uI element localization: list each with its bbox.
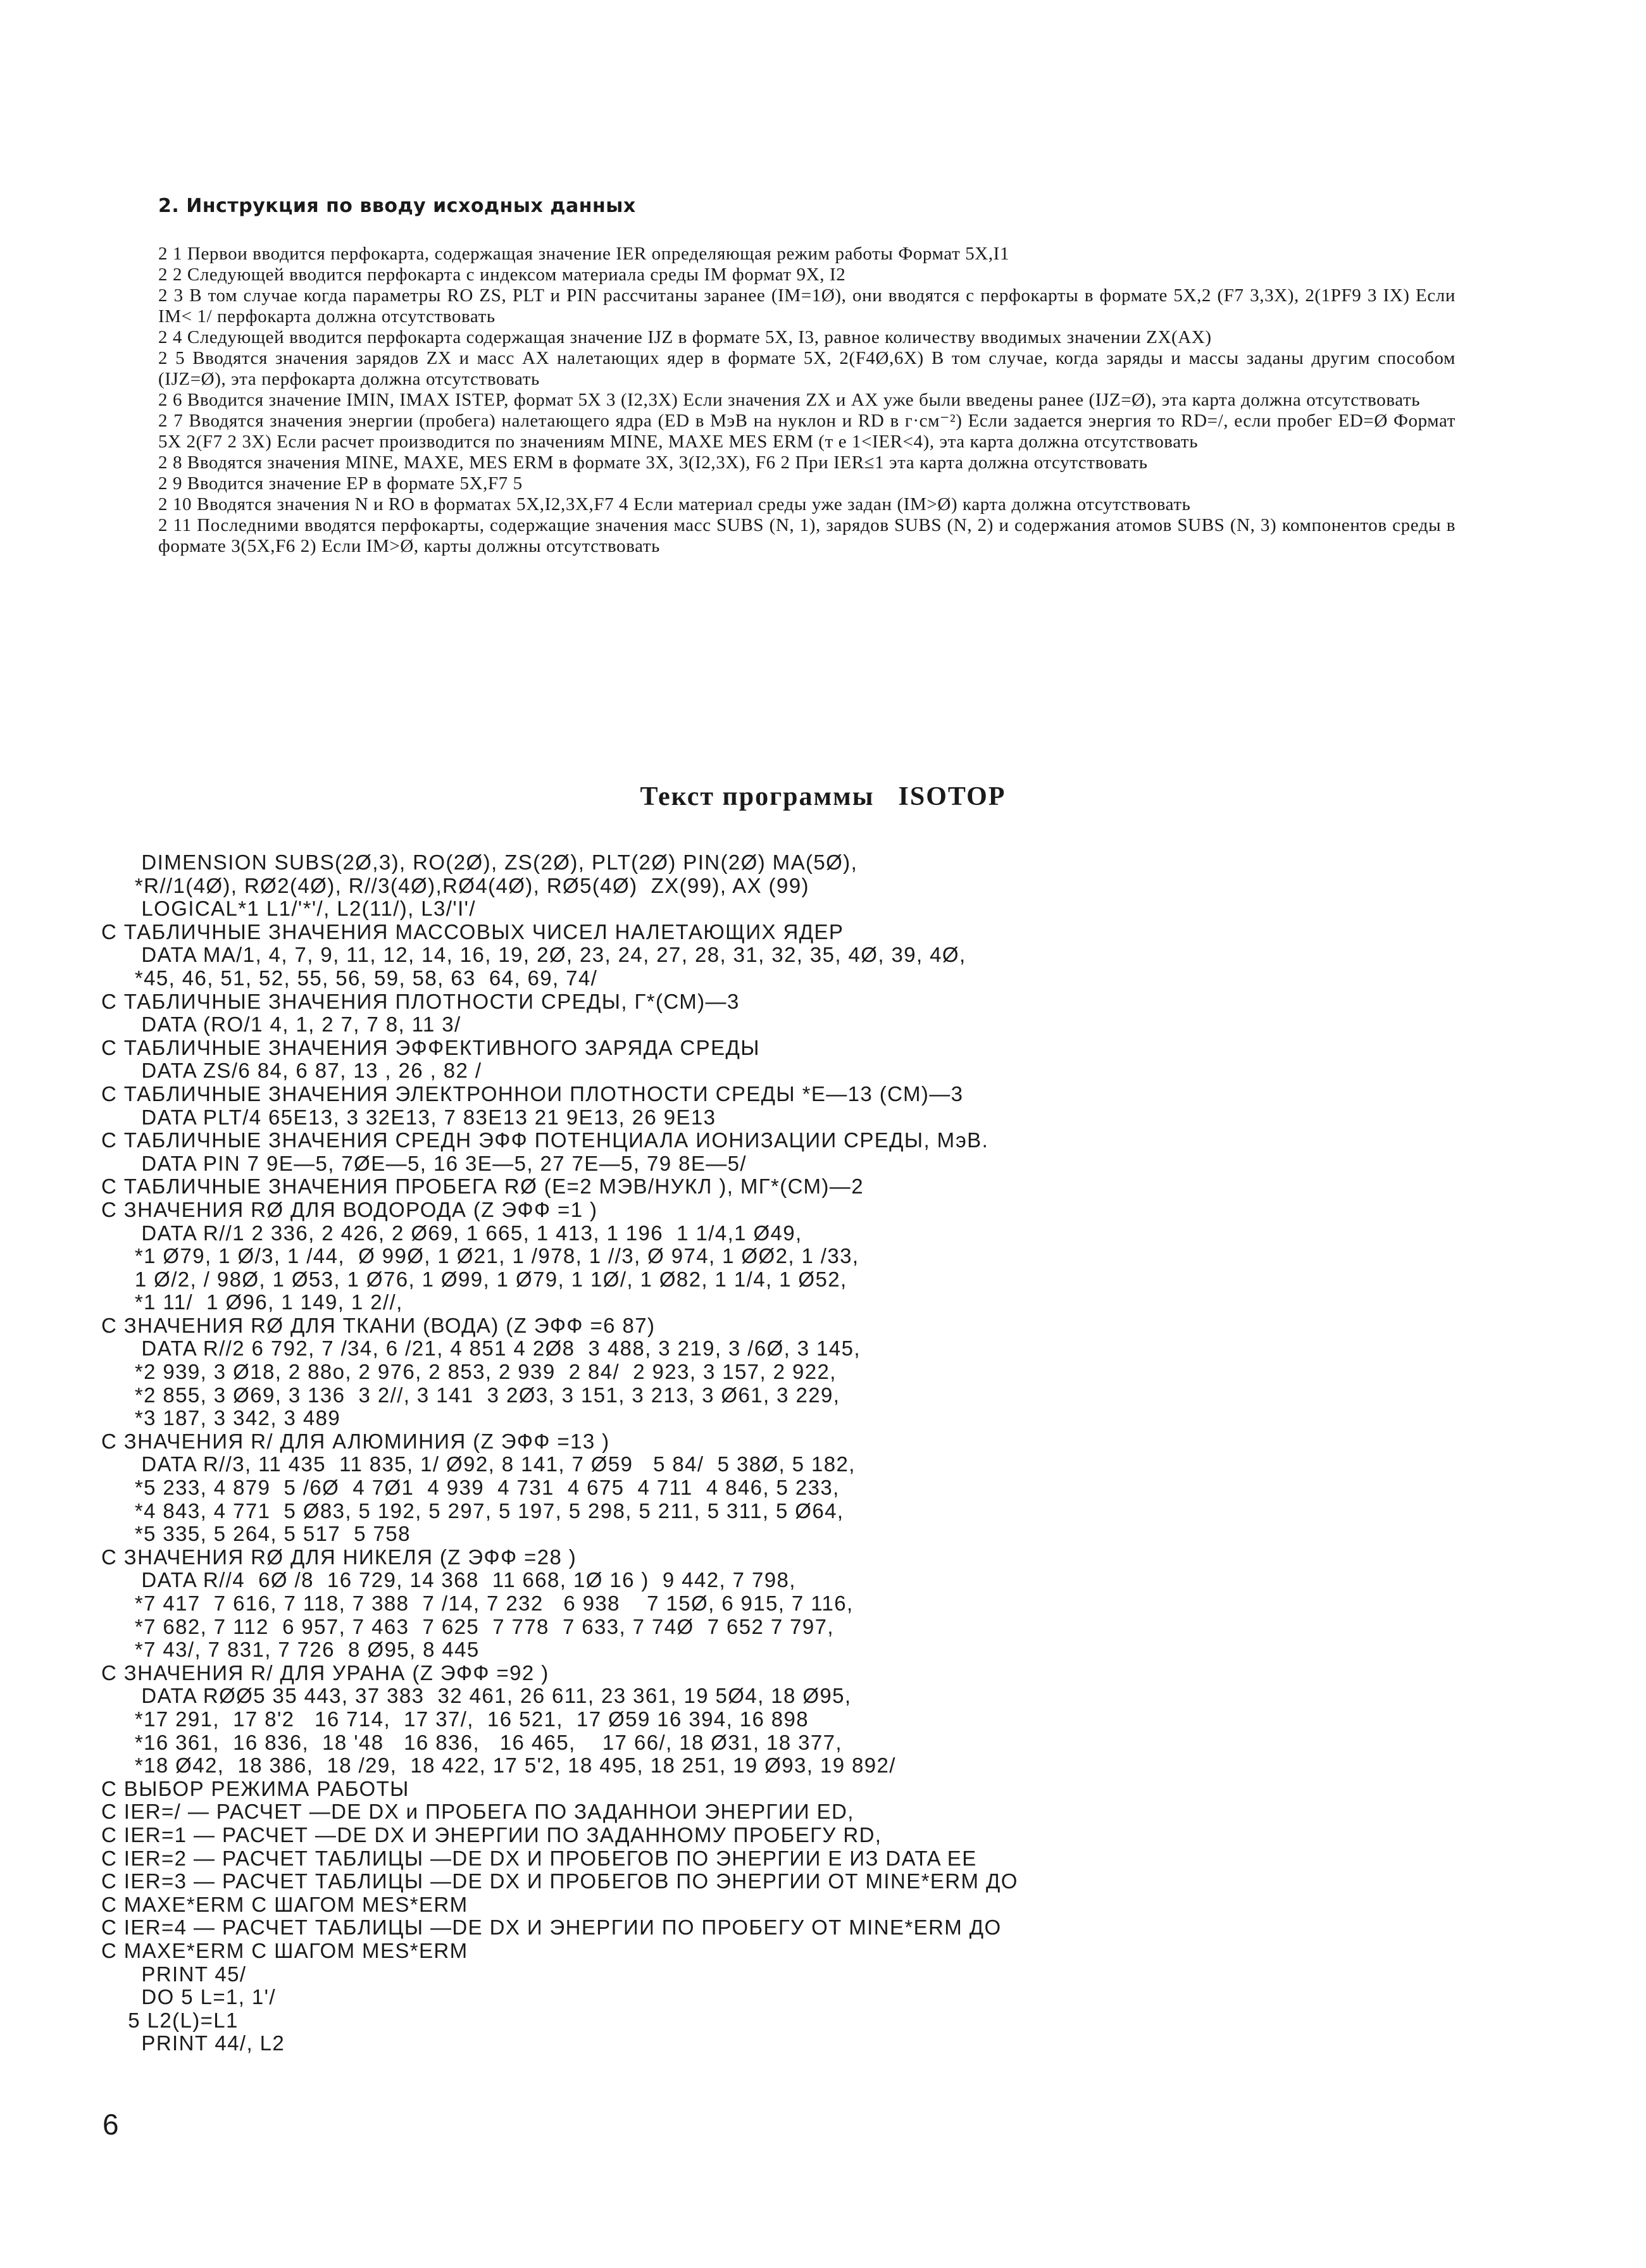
section-title: 2. Инструкция по вводу исходных данных	[158, 195, 636, 217]
code-line: DATA R//2 6 792, 7 /34, 6 /21, 4 851 4 2Ø8 3 488, 3 219, 3 /6Ø, 3 145,	[101, 1336, 861, 1361]
code-line: *5 233, 4 879 5 /6Ø 4 7Ø1 4 939 4 731 4 675 4 711 4 846, 5 233,	[101, 1476, 840, 1500]
code-line: *16 361, 16 836, 18 '48 16 836, 16 465, 17 66/, 18 Ø31, 18 377,	[101, 1730, 842, 1754]
code-line: DATA RØØ5 35 443, 37 383 32 461, 26 611, 23 361, 19 5Ø4, 18 Ø95,	[101, 1684, 852, 1708]
code-line: DATA MA/1, 4, 7, 9, 11, 12, 14, 16, 19, 2Ø, 23, 24, 27, 28, 31, 32, 35, 4Ø, 39, 4Ø,	[101, 943, 966, 967]
instruction-2-3: 2 3 В том случае когда параметры RO ZS, PLT и PIN рассчитаны заранее (IM=1Ø), они вводятся с перфокарты в формате 5X,2 (F7 3,3X), 2(1PF9 3 IX) Если IM< 1/ перфокарта должна отсутствовать	[158, 285, 1456, 327]
code-line: *18 Ø42, 18 386, 18 /29, 18 422, 17 5'2, 18 495, 18 251, 19 Ø93, 19 892/	[101, 1754, 896, 1778]
code-line: *5 335, 5 264, 5 517 5 758	[101, 1522, 411, 1546]
program-title-prefix: Текст программы	[640, 782, 875, 811]
code-line: DATA ZS/6 84, 6 87, 13 , 26 , 82 /	[101, 1059, 482, 1083]
page-number: 6	[103, 2108, 119, 2141]
input-instructions	[158, 244, 1456, 557]
code-line: C ЗНАЧЕНИЯ R/ ДЛЯ УРАНА (Z ЭФФ =92 )	[101, 1660, 549, 1685]
code-line: C IER=3 — РАСЧЕТ ТАБЛИЦЫ —DE DX И ПРОБЕГОВ ПО ЭНЕРГИИ ОТ MINE*ERM ДО	[101, 1869, 1018, 1893]
code-line: C IER=4 — РАСЧЕТ ТАБЛИЦЫ —DE DX И ЭНЕРГИИ ПО ПРОБЕГУ ОТ MINE*ERM ДО	[101, 1916, 1002, 1940]
code-line: *2 939, 3 Ø18, 2 88o, 2 976, 2 853, 2 939 2 84/ 2 923, 3 157, 2 922,	[101, 1360, 837, 1384]
code-line: *7 43/, 7 831, 7 726 8 Ø95, 8 445	[101, 1638, 480, 1662]
code-line: C ТАБЛИЧНЫЕ ЗНАЧЕНИЯ СРЕДН ЭФФ ПОТЕНЦИАЛА ИОНИЗАЦИИ СРЕДЫ, МэВ.	[101, 1128, 989, 1152]
code-line: 1 Ø/2, / 98Ø, 1 Ø53, 1 Ø76, 1 Ø99, 1 Ø79, 1 1Ø/, 1 Ø82, 1 1/4, 1 Ø52,	[101, 1267, 847, 1291]
code-line: *3 187, 3 342, 3 489	[101, 1406, 341, 1430]
code-line: DATA R//4 6Ø /8 16 729, 14 368 11 668, 1Ø 16 ) 9 442, 7 798,	[101, 1568, 796, 1592]
code-line: *4 843, 4 771 5 Ø83, 5 192, 5 297, 5 197, 5 298, 5 211, 5 311, 5 Ø64,	[101, 1498, 844, 1523]
code-line: C MAXE*ERM С ШАГОМ MES*ERM	[101, 1892, 468, 1916]
instruction-2-7: 2 7 Вводятся значения энергии (пробега) налетающего ядра (ED в МэВ на нуклон и RD в г·см⁻²) Если задается энергия то RD=/, если пробег ED=Ø Формат 5X 2(F7 2 3X) Если расчет производится по значениям MINE, MAXE MES ERM (т е 1<IER<4), эта карта должна отсутствовать	[158, 411, 1456, 452]
code-line: C ВЫБОР РЕЖИМА РАБОТЫ	[101, 1776, 409, 1800]
code-line: *R//1(4Ø), RØ2(4Ø), R//3(4Ø),RØ4(4Ø), RØ5(4Ø) ZX(99), AX (99)	[101, 873, 809, 897]
code-line: LOGICAL*1 L1/'*'/, L2(11/), L3/'I'/	[101, 897, 476, 921]
code-line: PRINT 45/	[101, 1962, 247, 1986]
code-line: *1 Ø79, 1 Ø/3, 1 /44, Ø 99Ø, 1 Ø21, 1 /978, 1 //3, Ø 974, 1 ØØ2, 1 /33,	[101, 1244, 859, 1268]
code-line: C IER=1 — РАСЧЕТ —DE DX И ЭНЕРГИИ ПО ЗАДАННОМУ ПРОБЕГУ RD,	[101, 1822, 882, 1847]
instruction-2-4: 2 4 Следующей вводится перфокарта содержащая значение IJZ в формате 5X, I3, равное количеству вводимых значении ZX(AX)	[158, 327, 1212, 347]
code-line: 5 L2(L)=L1	[101, 2008, 239, 2032]
code-line: C MAXE*ERM С ШАГОМ MES*ERM	[101, 1938, 468, 1962]
instruction-2-5: 2 5 Вводятся значения зарядов ZX и масс AX налетающих ядер в формате 5X, 2(F4Ø,6X) В том случае, когда заряды и массы заданы другим способом (IJZ=Ø), эта перфокарта должна отсутствовать	[158, 348, 1456, 389]
code-line: *1 11/ 1 Ø96, 1 149, 1 2//,	[101, 1290, 403, 1314]
code-line: C ТАБЛИЧНЫЕ ЗНАЧЕНИЯ ЭЛЕКТРОННОИ ПЛОТНОСТИ СРЕДЫ *Е—13 (СМ)—3	[101, 1081, 964, 1106]
code-line: *17 291, 17 8'2 16 714, 17 37/, 16 521, 17 Ø59 16 394, 16 898	[101, 1707, 809, 1731]
code-line: C ЗНАЧЕНИЯ RØ ДЛЯ ТКАНИ (ВОДА) (Z ЭФФ =6 87)	[101, 1313, 656, 1337]
code-line: DATA PLT/4 65E13, 3 32E13, 7 83E13 21 9E13, 26 9E13	[101, 1105, 716, 1129]
code-line: *2 855, 3 Ø69, 3 136 3 2//, 3 141 3 2Ø3, 3 151, 3 213, 3 Ø61, 3 229,	[101, 1383, 840, 1407]
code-line: PRINT 44/, L2	[101, 2031, 285, 2055]
code-line: DATA PIN 7 9E—5, 7ØE—5, 16 3E—5, 27 7E—5, 79 8E—5/	[101, 1151, 747, 1175]
code-line: C ТАБЛИЧНЫЕ ЗНАЧЕНИЯ ПРОБЕГА RØ (E=2 МЭВ/НУКЛ ), МГ*(СМ)—2	[101, 1174, 864, 1199]
code-line: C ЗНАЧЕНИЯ R/ ДЛЯ АЛЮМИНИЯ (Z ЭФФ =13 )	[101, 1429, 610, 1453]
code-line: C ЗНАЧЕНИЯ RØ ДЛЯ ВОДОРОДА (Z ЭФФ =1 )	[101, 1197, 598, 1221]
program-title	[0, 782, 1646, 812]
instruction-2-1: 2 1 Первои вводится перфокарта, содержащая значение IER определяющая режим работы Формат 5X,I1	[158, 244, 1010, 264]
instruction-2-8: 2 8 Вводятся значения MINE, MAXE, MES ERM в формате 3X, 3(I2,3X), F6 2 При IER≤1 эта карта должна отсутствовать	[158, 452, 1148, 473]
code-line: DATA (RO/1 4, 1, 2 7, 7 8, 11 3/	[101, 1012, 461, 1037]
code-line: C ЗНАЧЕНИЯ RØ ДЛЯ НИКЕЛЯ (Z ЭФФ =28 )	[101, 1545, 577, 1569]
code-line: DIMENSION SUBS(2Ø,3), RO(2Ø), ZS(2Ø), PLT(2Ø) PIN(2Ø) MA(5Ø),	[101, 850, 858, 874]
code-line: C IER=2 — РАСЧЕТ ТАБЛИЦЫ —DE DX И ПРОБЕГОВ ПО ЭНЕРГИИ Е ИЗ DATA EE	[101, 1846, 977, 1870]
code-line: *7 417 7 616, 7 118, 7 388 7 /14, 7 232 6 938 7 15Ø, 6 915, 7 116,	[101, 1592, 854, 1615]
instruction-2-9: 2 9 Вводится значение EP в формате 5X,F7 5	[158, 473, 523, 494]
instruction-2-11: 2 11 Последними вводятся перфокарты, содержащие значения масс SUBS (N, 1), зарядов SUBS (N, 2) и содержания атомов SUBS (N, 3) компонентов среды в формате 3(5X,F6 2) Если IM>Ø, карты должны отсутствовать	[158, 515, 1456, 556]
code-line: C ТАБЛИЧНЫЕ ЗНАЧЕНИЯ ЭФФЕКТИВНОГО ЗАРЯДА СРЕДЫ	[101, 1035, 760, 1059]
instruction-2-6: 2 6 Вводится значение IMIN, IMAX ISTEP, формат 5X 3 (I2,3X) Если значения ZX и AX уже были введены ранее (IJZ=Ø), эта карта должна отсутствовать	[158, 390, 1421, 410]
program-name: ISOTOP	[898, 782, 1006, 811]
instruction-2-2: 2 2 Следующей вводится перфокарта с индексом материала среды IM формат 9X, I2	[158, 265, 846, 285]
program-listing	[101, 851, 1557, 2055]
code-line: C ТАБЛИЧНЫЕ ЗНАЧЕНИЯ МАССОВЫХ ЧИСЕЛ НАЛЕТАЮЩИХ ЯДЕР	[101, 919, 844, 944]
code-line: DATA R//3, 11 435 11 835, 1/ Ø92, 8 141, 7 Ø59 5 84/ 5 38Ø, 5 182,	[101, 1452, 856, 1476]
code-line: DATA R//1 2 336, 2 426, 2 Ø69, 1 665, 1 413, 1 196 1 1/4,1 Ø49,	[101, 1221, 802, 1245]
code-line: DO 5 L=1, 1'/	[101, 1985, 276, 2009]
code-line: C IER=/ — РАСЧЕТ —DE DX и ПРОБЕГА ПО ЗАДАННОИ ЭНЕРГИИ ED,	[101, 1800, 854, 1824]
code-line: C ТАБЛИЧНЫЕ ЗНАЧЕНИЯ ПЛОТНОСТИ СРЕДЫ, Г*(СМ)—3	[101, 989, 740, 1013]
code-line: *7 682, 7 112 6 957, 7 463 7 625 7 778 7 633, 7 74Ø 7 652 7 797,	[101, 1614, 834, 1638]
code-line: *45, 46, 51, 52, 55, 56, 59, 58, 63 64, 69, 74/	[101, 966, 598, 990]
instruction-2-10: 2 10 Вводятся значения N и RO в форматах 5X,I2,3X,F7 4 Если материал среды уже задан (IM>Ø) карта должна отсутствовать	[158, 494, 1191, 514]
